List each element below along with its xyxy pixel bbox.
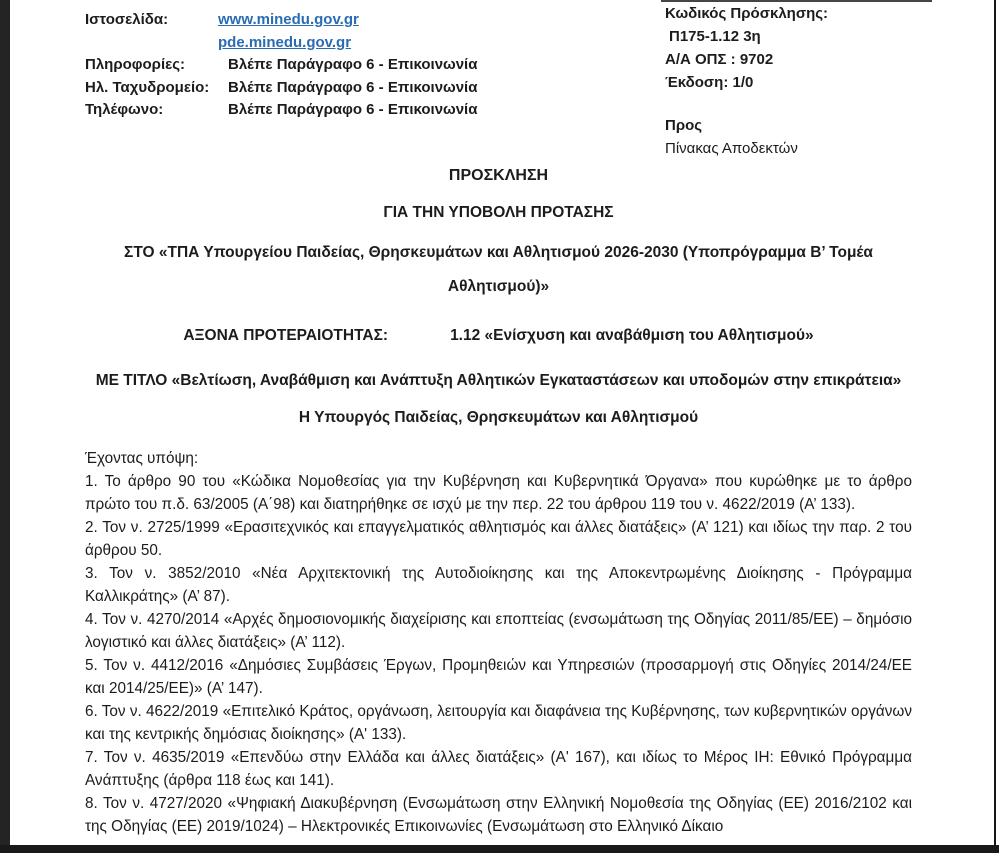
- minister-line: Η Υπουργός Παιδείας, Θρησκευμάτων και Αθλητισμού: [298, 409, 699, 426]
- info-row: [85, 54, 477, 77]
- email-row: [85, 77, 477, 100]
- legal-reference-item: 1. Το άρθρο 90 του «Κώδικα Νομοθεσίας για την Κυβέρνηση και Κυβερνητικά Όργανα» που κυρώθηκε με το άρθρο πρώτο του π.δ. 63/2005 (Α΄98) και διατηρήθηκε σε ισχύ με την περ. 22 του άρθρου 119 του ν. 4622/2019 (Α’ 133).: [85, 473, 912, 513]
- legal-reference-item: 7. Τον ν. 4635/2019 «Επενδύω στην Ελλάδα και άλλες διατάξεις» (Α' 167), και ιδίως το Μέρος ΙΗ: Εθνικό Πρόγραμμα Ανάπτυξης (άρθρα 118 έως και 141).: [85, 749, 912, 789]
- priority-axis-label: ΑΞΟΝΑ ΠΡΟΤΕΡΑΙΟΤΗΤΑΣ:: [183, 327, 389, 344]
- website-row: [85, 9, 477, 32]
- version: Έκδοση: 1/0: [665, 74, 754, 91]
- program-title: ΣΤΟ «ΤΠΑ Υπουργείου Παιδείας, Θρησκευμάτων και Αθλητισμού 2026-2030 (Υποπρόγραμμα Β’ Τομέα Αθλητισμού)»: [124, 244, 873, 295]
- email-value: Βλέπε Παράγραφο 6 - Επικοινωνία: [228, 78, 478, 96]
- phone-label: Τηλέφωνο:: [85, 101, 164, 118]
- legal-reference-item: 4. Τον ν. 4270/2014 «Αρχές δημοσιονομικής διαχείρισης και εποπτείας (ενσωμάτωση της Οδηγίας 2011/85/ΕΕ) – δημόσιο λογιστικό και άλλες διατάξεις» (Α’ 112).: [85, 611, 912, 651]
- pde-website-link[interactable]: pde.minedu.gov.gr: [218, 33, 352, 51]
- legal-basis-list: [85, 447, 912, 838]
- call-code-label: Κωδικός Πρόσκλησης:: [665, 5, 829, 22]
- viewer-left-edge: [0, 0, 10, 853]
- legal-reference-item: 2. Τον ν. 2725/1999 «Ερασιτεχνικός και επαγγελματικός αθλητισμός και άλλες διατάξεις» (Α’ 121) και ιδίως την παρ. 2 του άρθρου 50.: [85, 519, 912, 559]
- call-title: ΜΕ ΤΙΤΛΟ «Βελτίωση, Αναβάθμιση και Ανάπτυξη Αθλητικών Εγκαταστάσεων και υποδομών στην επικράτεια»: [95, 372, 902, 389]
- website-row-2: [85, 32, 477, 55]
- priority-axis-value: 1.12 «Ενίσχυση και αναβάθμιση του Αθλητισμού»: [450, 327, 814, 344]
- having-regard-intro: Έχοντας υπόψη:: [85, 450, 199, 467]
- to-label: Προς: [665, 117, 703, 134]
- website-link[interactable]: www.minedu.gov.gr: [218, 11, 359, 28]
- page-right-border: [994, 0, 996, 845]
- legal-reference-item: 8. Τον ν. 4727/2020 «Ψηφιακή Διακυβέρνηση (Ενσωμάτωση στην Ελληνική Νομοθεσία της Οδηγίας (ΕΕ) 2016/2102 και της Οδηγίας (ΕΕ) 2019/1024) – Ηλεκτρονικές Επικοινωνίες (Ενσωμάτωση στο Ελληνικό Δίκαιο: [85, 795, 912, 835]
- website-label: Ιστοσελίδα:: [85, 11, 169, 28]
- call-code-value: Π175-1.12 3η: [669, 28, 761, 45]
- phone-value: Βλέπε Παράγραφο 6 - Επικοινωνία: [228, 101, 478, 118]
- info-label: Πληροφορίες:: [85, 56, 186, 73]
- info-value: Βλέπε Παράγραφο 6 - Επικοινωνία: [228, 56, 478, 73]
- viewer-bottom-edge: [0, 845, 999, 853]
- doc-subtitle: ΓΙΑ ΤΗΝ ΥΠΟΒΟΛΗ ΠΡΟΤΑΣΗΣ: [383, 204, 614, 221]
- title-block: [85, 166, 912, 428]
- legal-reference-item: 6. Τον ν. 4622/2019 «Επιτελικό Κράτος, οργάνωση, λειτουργία και διαφάνεια της Κυβέρνησης, των κυβερνητικών οργάνων και της κεντρικής δημόσιας διοίκησης» (Α' 133).: [85, 703, 912, 743]
- clipped-header-label: [85, 0, 218, 6]
- legal-reference-item: 3. Τον ν. 3852/2010 «Νέα Αρχιτεκτονική της Αυτοδιοίκησης και της Αποκεντρωμένης Διοίκησης - Πρόγραμμα Καλλικράτης» (Α’ 87).: [85, 565, 912, 605]
- clipped-header-value: [218, 0, 336, 6]
- letterhead-contact-block: [85, 9, 477, 122]
- doc-title: ΠΡΟΣΚΛΗΣΗ: [448, 167, 549, 184]
- to-value: Πίνακας Αποδεκτών: [665, 140, 798, 157]
- phone-row: [85, 99, 477, 122]
- email-label: Ηλ. Ταχυδρομείο:: [85, 78, 210, 96]
- legal-reference-item: 5. Τον ν. 4412/2016 «Δημόσιες Συμβάσεις Έργων, Προμηθειών και Υπηρεσιών (προσαρμογή στις Οδηγίες 2014/24/ΕΕ και 2014/25/ΕΕ)» (Α’ 147).: [85, 657, 912, 697]
- priority-axis-row: [85, 326, 912, 346]
- call-code-block: [665, 2, 828, 160]
- ops-id: Α/Α ΟΠΣ : 9702: [665, 51, 774, 68]
- clipped-header-line: [85, 0, 336, 6]
